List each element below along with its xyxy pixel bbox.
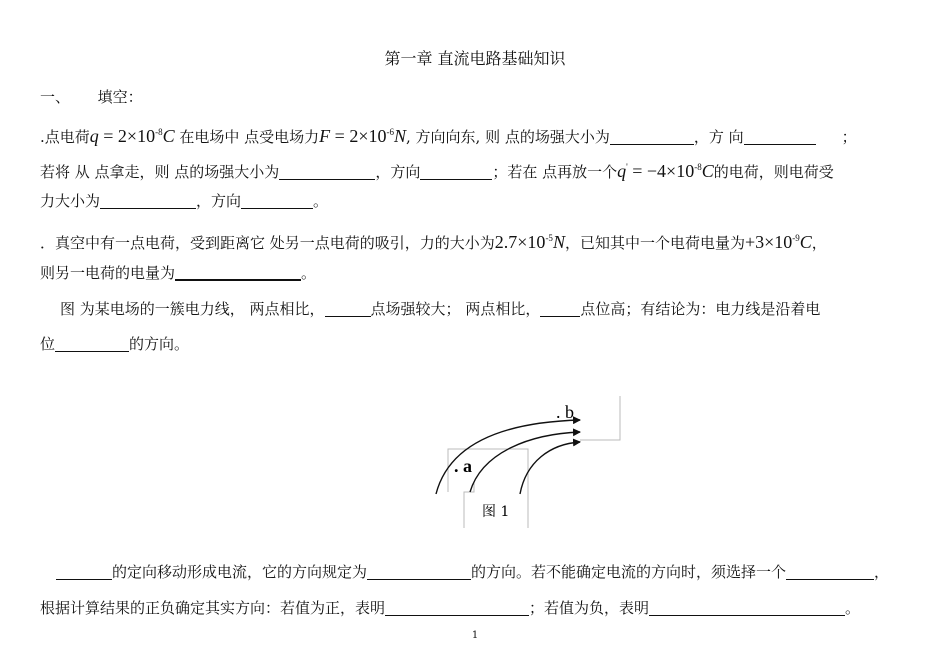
q3-text-b: 点场强较大； 两点相比，: [370, 300, 541, 318]
q1-text-h: ；若在 点再放一个: [492, 163, 618, 181]
formula-q-prime: $q' = -4\times 10^{-8}C$: [617, 161, 714, 181]
q1-text-d: ，方 向: [693, 128, 744, 146]
q1-text-a: .点电荷: [40, 128, 90, 146]
q1-text-g: ，方向: [375, 163, 421, 181]
q1-text-e: ；: [841, 128, 857, 146]
answer-blank-direction-2[interactable]: [420, 163, 492, 180]
question-4-line-2: [40, 597, 910, 619]
answer-blank-current-direction[interactable]: [367, 563, 471, 580]
q3-text-a: 图 为某电场的一簇电力线， 两点相比，: [60, 300, 325, 318]
answer-blank-force-magnitude[interactable]: [100, 192, 196, 209]
q4-text-c: ，: [874, 563, 890, 581]
q2-text-d: 则另一电荷的电量为: [40, 264, 176, 282]
q1-text-f: 若将 从 点拿走，则 点的场强大小为: [40, 163, 280, 181]
frame-line-right: [580, 396, 620, 440]
q2-text-e: 。: [301, 264, 317, 282]
answer-blank-higher-potential[interactable]: [540, 300, 580, 317]
answer-blank-force-direction[interactable]: [241, 192, 313, 209]
answer-blank-field-strength[interactable]: [610, 128, 694, 145]
section-number: 一、: [40, 88, 71, 106]
q4-text-a: 的定向移动形成电流，它的方向规定为: [112, 563, 368, 581]
q4-text-b: 的方向。若不能确定电流的方向时，须选择一个: [471, 563, 787, 581]
q4-text-d: 根据计算结果的正负确定其实方向：若值为正，表明: [40, 599, 386, 617]
q1-text-l: 。: [313, 192, 329, 210]
answer-blank-direction[interactable]: [744, 128, 816, 145]
q4-text-f: 。: [845, 599, 861, 617]
answer-blank-positive-meaning[interactable]: [385, 599, 529, 616]
formula-force-value: $2.7\times 10^{-5}N$: [494, 232, 565, 252]
question-2-line-1: [40, 227, 910, 252]
point-a-label: . a: [454, 456, 472, 476]
q1-text-c: , 方向向东, 则 点的场强大小为: [406, 128, 610, 146]
question-3-line-1: [40, 298, 910, 320]
q1-text-i: 的电荷，则电荷受: [713, 163, 834, 181]
question-2-line-2: [40, 262, 910, 284]
question-1-line-3: [40, 190, 910, 212]
field-line-3: [520, 442, 580, 494]
section-heading: [40, 86, 910, 108]
section-label: 填空：: [97, 88, 143, 106]
question-3-line-2: [40, 333, 910, 355]
q3-text-d: 位: [40, 335, 56, 353]
frame-line-inner: [464, 482, 474, 528]
answer-blank-field-strength-2[interactable]: [279, 163, 375, 180]
q2-text-a: ．真空中有一点电荷，受到距离它 处另一点电荷的吸引，力的大小为: [40, 234, 495, 252]
formula-f: $F = 2\times 10^{-6}N$: [319, 126, 406, 146]
q2-text-b: ，已知其中一个电荷电量为: [564, 234, 745, 252]
answer-blank-potential-trend[interactable]: [55, 335, 129, 352]
q3-text-c: 点位高；有结论为：电力线是沿着电: [580, 300, 821, 318]
formula-charge-value: $+3\times 10^{-9}C$: [744, 232, 812, 252]
answer-blank-reference-direction[interactable]: [786, 563, 874, 580]
answer-blank-negative-meaning[interactable]: [649, 599, 845, 616]
answer-blank-other-charge[interactable]: [175, 263, 301, 281]
formula-q: $q = 2\times 10^{-8}C$: [89, 126, 175, 146]
q1-text-j: 力大小为: [40, 192, 101, 210]
figure-caption: 图 1: [482, 504, 510, 520]
answer-blank-stronger-point[interactable]: [325, 300, 371, 317]
q3-text-e: 的方向。: [129, 335, 190, 353]
page-number: 1: [471, 630, 479, 641]
question-1-line-1: [40, 121, 910, 146]
question-1-line-2: [40, 156, 910, 181]
figure-electric-field-lines: [430, 392, 630, 532]
point-b-label: . b: [556, 402, 574, 422]
chapter-title: 第一章 直流电路基础知识: [384, 49, 566, 68]
q1-text-b: 在电场中 点受电场力: [179, 128, 320, 146]
q1-text-k: ，方向: [196, 192, 242, 210]
question-4-line-1: [40, 561, 910, 583]
answer-blank-moving-charge[interactable]: [56, 563, 112, 580]
q4-text-e: ；若值为负，表明: [529, 599, 650, 617]
field-line-2: [470, 432, 580, 492]
q2-text-c: ，: [811, 234, 827, 252]
